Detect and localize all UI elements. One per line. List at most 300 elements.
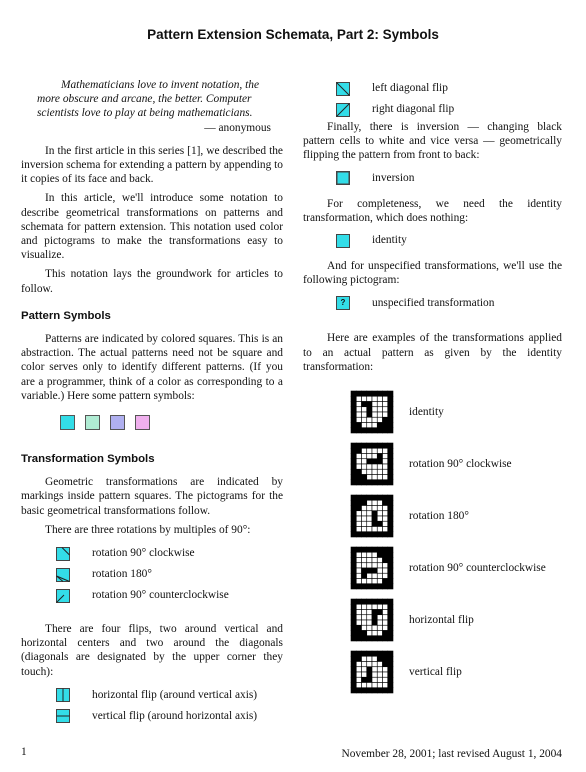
section-heading-pattern-symbols: Pattern Symbols	[21, 309, 111, 322]
grid-cell	[383, 568, 388, 573]
grid-cell	[388, 500, 393, 505]
grid-cell	[362, 615, 367, 620]
grid-cell	[383, 672, 388, 677]
grid-cell	[356, 683, 361, 688]
grid-cell	[367, 506, 372, 511]
grid-cell	[356, 688, 361, 693]
flip-label: horizontal flip (around vertical axis)	[92, 689, 258, 702]
grid-cell	[367, 521, 372, 526]
grid-cell	[383, 579, 388, 584]
pattern-swatch	[135, 415, 150, 430]
grid-cell	[388, 667, 393, 672]
grid-cell	[367, 423, 372, 428]
grid-cell	[388, 396, 393, 401]
grid-cell	[388, 532, 393, 537]
example-label: rotation 90° counterclockwise	[409, 561, 546, 574]
grid-cell	[351, 527, 356, 532]
grid-cell	[351, 667, 356, 672]
grid-cell	[383, 417, 388, 422]
grid-cell	[356, 667, 361, 672]
grid-cell	[367, 662, 372, 667]
paragraph: Here are examples of the transformations applied to an actual pattern as given by the identity transformation:	[303, 332, 562, 373]
grid-cell	[372, 428, 377, 433]
grid-cell	[367, 459, 372, 464]
grid-cell	[388, 506, 393, 511]
list-item	[336, 230, 562, 251]
list-item	[56, 706, 283, 727]
grid-cell	[351, 532, 356, 537]
grid-cell	[383, 604, 388, 609]
grid-cell	[362, 417, 367, 422]
grid-cell	[388, 511, 393, 516]
grid-cell	[367, 563, 372, 568]
grid-cell	[356, 516, 361, 521]
grid-cell	[377, 667, 382, 672]
grid-cell	[351, 511, 356, 516]
identity-row	[336, 230, 562, 251]
paragraph: In the first article in this series [1], we described the inversion schema for extending a pattern by appending to it copies of its face and back.	[21, 144, 283, 186]
grid-cell	[362, 464, 367, 469]
unspecified-label: unspecified transformation	[372, 296, 495, 309]
grid-cell	[356, 558, 361, 563]
grid-cell	[362, 683, 367, 688]
grid-cell	[383, 443, 388, 448]
right-diagonal-flip-icon	[336, 103, 350, 117]
grid-cell	[383, 527, 388, 532]
list-item	[350, 490, 562, 542]
grid-cell	[377, 417, 382, 422]
grid-cell	[372, 475, 377, 480]
rotation-label: rotation 90° counterclockwise	[92, 589, 229, 602]
grid-cell	[383, 677, 388, 682]
grid-cell	[388, 459, 393, 464]
grid-cell	[351, 495, 356, 500]
grid-cell	[388, 423, 393, 428]
example-label: horizontal flip	[409, 613, 474, 626]
grid-cell	[367, 454, 372, 459]
list-item	[56, 543, 283, 564]
grid-cell	[377, 428, 382, 433]
grid-cell	[388, 620, 393, 625]
grid-cell	[367, 651, 372, 656]
grid-cell	[356, 511, 361, 516]
grid-cell	[356, 604, 361, 609]
grid-cell	[383, 495, 388, 500]
grid-cell	[351, 683, 356, 688]
grid-cell	[372, 423, 377, 428]
grid-cell	[377, 620, 382, 625]
grid-cell	[362, 506, 367, 511]
grid-cell	[367, 558, 372, 563]
paragraph: Patterns are indicated by colored squares. This is an abstraction. The actual patterns need not be square and color serves only to identify different patterns. (If you are a programmer, think of a color as corresponding to a variable.) Here some pattern symbols:	[21, 333, 283, 402]
grid-cell	[362, 651, 367, 656]
grid-cell	[377, 459, 382, 464]
grid-cell	[351, 391, 356, 396]
grid-cell	[383, 662, 388, 667]
grid-cell	[356, 656, 361, 661]
grid-cell	[383, 667, 388, 672]
grid-cell	[351, 584, 356, 589]
date-line: November 28, 2001; last revised August 1, 2004	[341, 748, 562, 760]
grid-cell	[367, 599, 372, 604]
pattern-grid-rotate-cw	[350, 442, 394, 486]
grid-cell	[388, 568, 393, 573]
grid-cell	[356, 625, 361, 630]
identity-label: identity	[372, 234, 407, 247]
grid-cell	[377, 443, 382, 448]
grid-cell	[372, 677, 377, 682]
grid-cell	[351, 579, 356, 584]
grid-cell	[372, 547, 377, 552]
grid-cell	[388, 391, 393, 396]
grid-cell	[372, 480, 377, 485]
grid-cell	[372, 615, 377, 620]
grid-cell	[377, 662, 382, 667]
grid-cell	[362, 407, 367, 412]
grid-cell	[351, 417, 356, 422]
grid-cell	[372, 500, 377, 505]
grid-cell	[383, 620, 388, 625]
grid-cell	[362, 454, 367, 459]
grid-cell	[356, 610, 361, 615]
grid-cell	[367, 584, 372, 589]
grid-cell	[377, 631, 382, 636]
grid-cell	[367, 469, 372, 474]
grid-cell	[356, 584, 361, 589]
grid-cell	[372, 584, 377, 589]
grid-cell	[362, 402, 367, 407]
grid-cell	[362, 688, 367, 693]
pattern-grid-horizontal-flip	[350, 598, 394, 642]
grid-cell	[362, 396, 367, 401]
paragraph: For completeness, we need the identity transformation, which does nothing:	[303, 197, 562, 224]
grid-cell	[356, 454, 361, 459]
grid-cell	[377, 407, 382, 412]
grid-cell	[367, 672, 372, 677]
grid-cell	[367, 391, 372, 396]
grid-cell	[377, 527, 382, 532]
grid-cell	[351, 428, 356, 433]
grid-cell	[367, 511, 372, 516]
grid-cell	[356, 527, 361, 532]
grid-cell	[372, 443, 377, 448]
grid-cell	[372, 579, 377, 584]
horizontal-flip-icon	[56, 688, 70, 702]
grid-cell	[351, 599, 356, 604]
grid-cell	[362, 428, 367, 433]
grid-cell	[351, 610, 356, 615]
grid-cell	[372, 573, 377, 578]
grid-cell	[372, 688, 377, 693]
grid-cell	[383, 480, 388, 485]
grid-cell	[356, 396, 361, 401]
inversion-icon	[336, 171, 350, 185]
pattern-grid-identity	[350, 390, 394, 434]
grid-cell	[383, 532, 388, 537]
grid-cell	[356, 391, 361, 396]
pattern-swatches	[60, 415, 283, 430]
grid-cell	[377, 469, 382, 474]
grid-cell	[372, 610, 377, 615]
list-item	[56, 564, 283, 585]
grid-cell	[367, 396, 372, 401]
grid-cell	[372, 558, 377, 563]
grid-cell	[356, 412, 361, 417]
grid-cell	[356, 423, 361, 428]
grid-cell	[362, 672, 367, 677]
grid-cell	[356, 532, 361, 537]
grid-cell	[372, 552, 377, 557]
grid-cell	[372, 469, 377, 474]
grid-cell	[388, 428, 393, 433]
paragraph: Geometric transformations are indicated by markings inside pattern squares. The pictograms for the basic geometrical transformations follow.	[21, 476, 283, 517]
grid-cell	[388, 448, 393, 453]
grid-cell	[388, 584, 393, 589]
grid-cell	[362, 552, 367, 557]
right-column	[303, 78, 562, 698]
grid-cell	[377, 511, 382, 516]
grid-cell	[356, 480, 361, 485]
grid-cell	[372, 407, 377, 412]
grid-cell	[351, 625, 356, 630]
grid-cell	[388, 573, 393, 578]
grid-cell	[383, 448, 388, 453]
grid-cell	[383, 552, 388, 557]
grid-cell	[372, 604, 377, 609]
grid-cell	[383, 500, 388, 505]
grid-cell	[351, 662, 356, 667]
grid-cell	[383, 412, 388, 417]
grid-cell	[372, 568, 377, 573]
grid-cell	[367, 428, 372, 433]
grid-cell	[367, 568, 372, 573]
grid-cell	[367, 667, 372, 672]
grid-cell	[383, 459, 388, 464]
grid-cell	[372, 683, 377, 688]
grid-cell	[372, 625, 377, 630]
grid-cell	[372, 391, 377, 396]
grid-cell	[377, 516, 382, 521]
grid-cell	[356, 500, 361, 505]
grid-cell	[377, 604, 382, 609]
grid-cell	[367, 636, 372, 641]
grid-cell	[377, 656, 382, 661]
grid-cell	[362, 521, 367, 526]
list-item	[336, 78, 562, 99]
grid-cell	[367, 407, 372, 412]
grid-cell	[362, 667, 367, 672]
grid-cell	[351, 521, 356, 526]
grid-cell	[377, 688, 382, 693]
grid-cell	[377, 558, 382, 563]
paragraph: There are four flips, two around vertical and horizontal centers and two around the diagonals (diagonals are designated by the upper corner they touch):	[21, 623, 283, 678]
grid-cell	[388, 402, 393, 407]
grid-cell	[351, 558, 356, 563]
grid-cell	[383, 563, 388, 568]
grid-cell	[372, 636, 377, 641]
example-list	[303, 386, 562, 698]
grid-cell	[377, 480, 382, 485]
grid-cell	[388, 651, 393, 656]
left-diagonal-flip-icon	[336, 82, 350, 96]
grid-cell	[356, 677, 361, 682]
grid-cell	[367, 547, 372, 552]
grid-cell	[362, 412, 367, 417]
grid-cell	[372, 532, 377, 537]
grid-cell	[383, 625, 388, 630]
grid-cell	[372, 454, 377, 459]
grid-cell	[351, 651, 356, 656]
grid-cell	[372, 464, 377, 469]
grid-cell	[388, 527, 393, 532]
grid-cell	[383, 402, 388, 407]
grid-cell	[388, 656, 393, 661]
grid-cell	[388, 495, 393, 500]
grid-cell	[367, 532, 372, 537]
grid-cell	[377, 391, 382, 396]
list-item	[56, 585, 283, 606]
paragraph: This notation lays the groundwork for articles to follow.	[21, 268, 283, 295]
grid-cell	[383, 454, 388, 459]
grid-cell	[383, 636, 388, 641]
grid-cell	[383, 599, 388, 604]
grid-cell	[362, 563, 367, 568]
grid-cell	[362, 511, 367, 516]
grid-cell	[383, 511, 388, 516]
grid-cell	[383, 615, 388, 620]
vertical-flip-icon	[56, 709, 70, 723]
grid-cell	[372, 417, 377, 422]
grid-cell	[367, 402, 372, 407]
grid-cell	[356, 407, 361, 412]
grid-cell	[377, 532, 382, 537]
grid-cell	[383, 683, 388, 688]
grid-cell	[372, 516, 377, 521]
grid-cell	[351, 672, 356, 677]
grid-cell	[356, 443, 361, 448]
grid-cell	[356, 599, 361, 604]
grid-cell	[351, 568, 356, 573]
grid-cell	[372, 563, 377, 568]
grid-cell	[377, 423, 382, 428]
grid-cell	[351, 573, 356, 578]
grid-cell	[351, 547, 356, 552]
grid-cell	[388, 625, 393, 630]
grid-cell	[388, 443, 393, 448]
rotation-label: rotation 180°	[92, 568, 152, 581]
list-item	[350, 646, 562, 698]
grid-cell	[377, 683, 382, 688]
grid-cell	[377, 506, 382, 511]
grid-cell	[388, 558, 393, 563]
grid-cell	[351, 563, 356, 568]
grid-cell	[388, 552, 393, 557]
grid-cell	[356, 651, 361, 656]
grid-cell	[383, 584, 388, 589]
grid-cell	[362, 568, 367, 573]
unspecified-icon: ?	[336, 296, 350, 310]
grid-cell	[372, 656, 377, 661]
grid-cell	[367, 615, 372, 620]
list-item	[336, 292, 562, 313]
grid-cell	[367, 448, 372, 453]
grid-cell	[388, 636, 393, 641]
grid-cell	[383, 407, 388, 412]
grid-cell	[351, 423, 356, 428]
grid-cell	[388, 563, 393, 568]
grid-cell	[367, 683, 372, 688]
grid-cell	[356, 495, 361, 500]
grid-cell	[351, 412, 356, 417]
grid-cell	[362, 423, 367, 428]
grid-cell	[351, 443, 356, 448]
grid-cell	[351, 454, 356, 459]
grid-cell	[351, 516, 356, 521]
grid-cell	[388, 547, 393, 552]
pattern-grid-rotate-180	[350, 494, 394, 538]
paragraph: And for unspecified transformations, we'll use the following pictogram:	[303, 260, 562, 287]
grid-cell	[372, 402, 377, 407]
grid-cell	[377, 677, 382, 682]
grid-cell	[351, 459, 356, 464]
grid-cell	[356, 428, 361, 433]
rotate-cw-icon	[56, 547, 70, 561]
grid-cell	[356, 521, 361, 526]
inversion-label: inversion	[372, 172, 415, 184]
grid-cell	[383, 396, 388, 401]
diagonal-flip-list	[336, 78, 562, 120]
grid-cell	[372, 599, 377, 604]
grid-cell	[351, 631, 356, 636]
grid-cell	[372, 495, 377, 500]
grid-cell	[367, 475, 372, 480]
grid-cell	[377, 552, 382, 557]
grid-cell	[377, 464, 382, 469]
grid-cell	[388, 475, 393, 480]
example-label: rotation 90° clockwise	[409, 457, 512, 470]
left-column	[21, 78, 283, 727]
grid-cell	[362, 599, 367, 604]
page-title: Pattern Extension Schemata, Part 2: Symbols	[147, 27, 439, 42]
grid-cell	[367, 552, 372, 557]
grid-cell	[372, 511, 377, 516]
grid-cell	[372, 521, 377, 526]
rotate-ccw-icon	[56, 589, 70, 603]
list-item	[350, 386, 562, 438]
grid-cell	[372, 527, 377, 532]
grid-cell	[372, 412, 377, 417]
grid-cell	[356, 475, 361, 480]
grid-cell	[372, 651, 377, 656]
flip-list	[56, 685, 283, 727]
grid-cell	[388, 599, 393, 604]
grid-cell	[367, 688, 372, 693]
grid-cell	[367, 573, 372, 578]
grid-cell	[388, 417, 393, 422]
grid-cell	[351, 500, 356, 505]
grid-cell	[362, 656, 367, 661]
grid-cell	[388, 516, 393, 521]
rotate-180-icon	[56, 568, 70, 582]
grid-cell	[388, 672, 393, 677]
grid-cell	[377, 610, 382, 615]
grid-cell	[377, 636, 382, 641]
section-heading-transformation-symbols: Transformation Symbols	[21, 453, 155, 466]
pattern-swatch	[85, 415, 100, 430]
grid-cell	[388, 604, 393, 609]
grid-cell	[351, 688, 356, 693]
grid-cell	[351, 407, 356, 412]
